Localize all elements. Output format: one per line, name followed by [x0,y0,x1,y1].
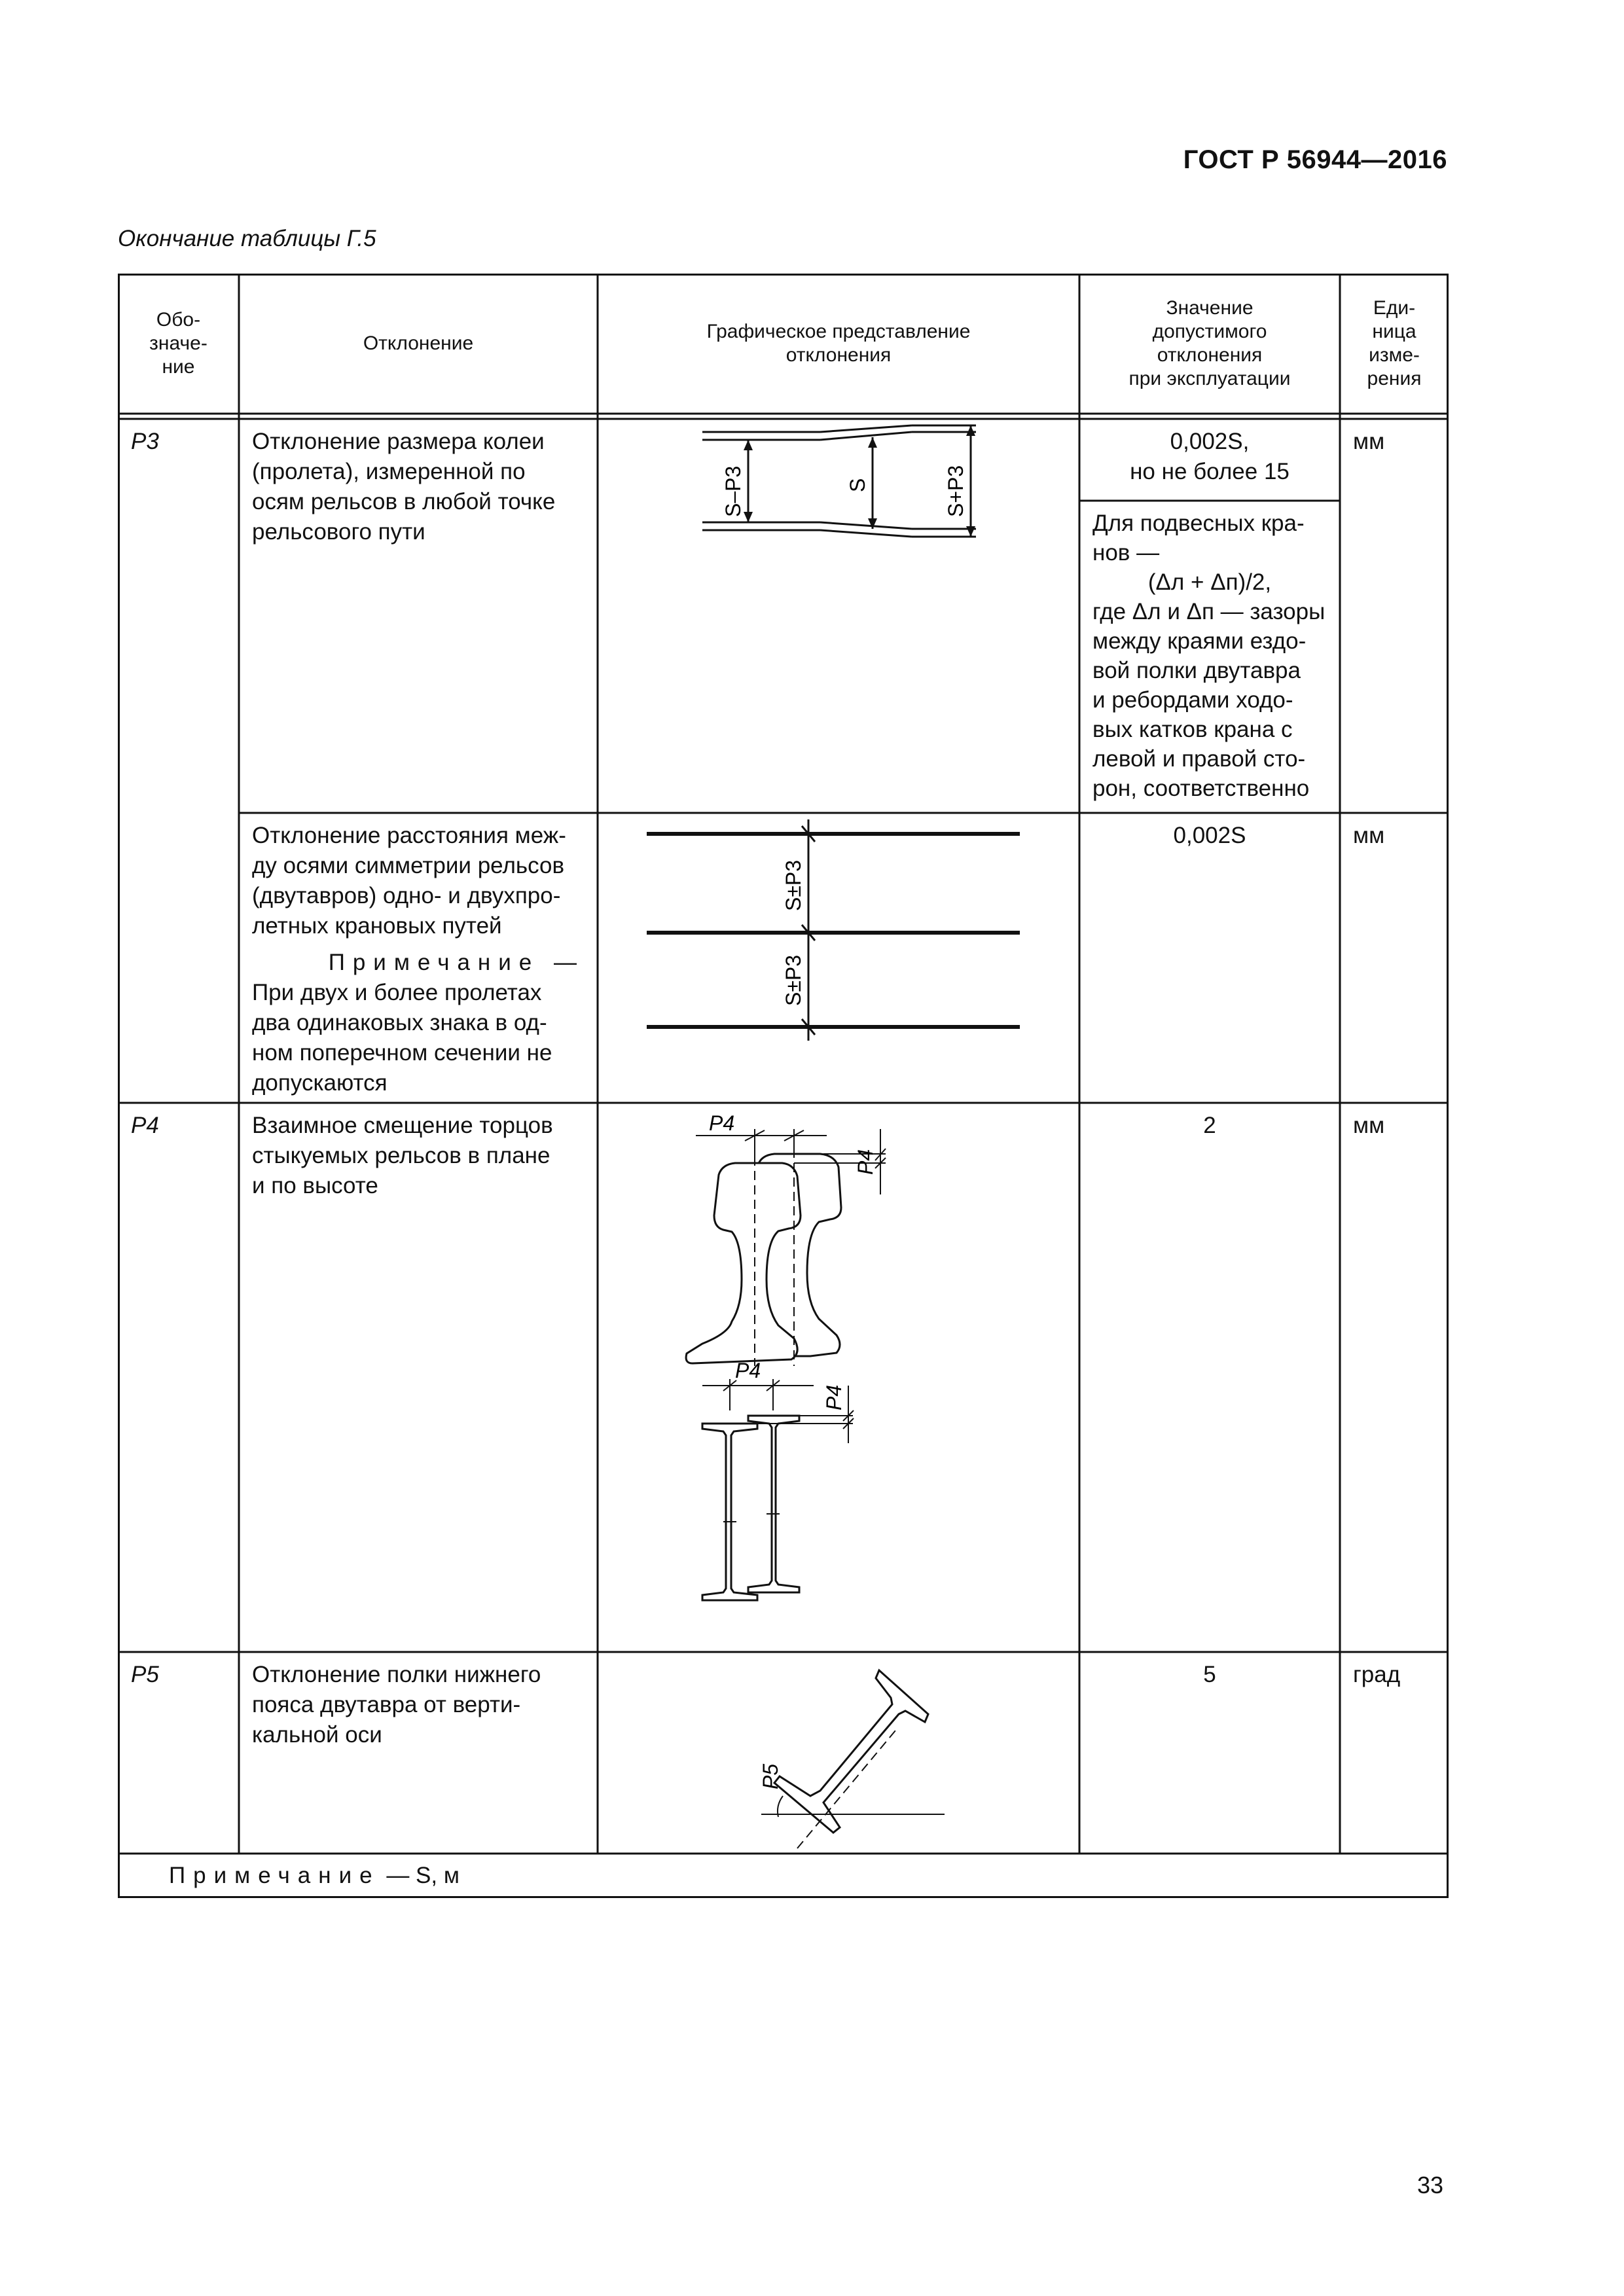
label-s-minus-p3: S–P3 [721,465,745,517]
header-graphic: Графическое представление отклонения [706,321,971,366]
row-p5-unit: град [1353,1662,1401,1687]
label-p4-side-top: P4 [854,1149,877,1175]
label-p5: P5 [759,1763,782,1789]
row-p3-code: P3 [131,429,159,454]
label-p4-beam-side: P4 [822,1384,846,1410]
row-p5-value: 5 [1203,1662,1216,1687]
rail-axis-spacing-diagram [598,813,1079,1103]
row-axis-distance-description: Отклонение расстояния меж- ду осями симметрии рельсов (двутавров) одно- и двухпро- летных крановых путей Примечание — При двух и более пролетах два одинаковых знака в од- ном поперечном сечении не допускаются [252,823,585,1096]
row-p3-unit: мм [1353,429,1385,454]
row-p5-code: P5 [131,1662,159,1687]
label-p4-beam: P4 [735,1359,761,1382]
row-axis-distance-unit: мм [1353,823,1385,848]
label-lower-s-pm-p3: S±P3 [782,954,805,1006]
deviation-table [118,274,1449,1898]
page-header: ГОСТ Р 56944—2016 [1183,145,1447,174]
label-s: S [846,478,869,492]
label-upper-s-pm-p3: S±P3 [782,859,805,911]
header-designation: Обо- значе- ние [149,309,208,378]
row-p4-value: 2 [1203,1113,1216,1138]
row-p4-description: Взаимное смещение торцов стыкуемых рельсов в плане и по высоте [252,1113,553,1198]
header-deviation: Отклонение [363,332,474,354]
rail-joint-offset-diagram [598,1103,1079,1652]
row-axis-distance-note-title: Примечание — [328,950,585,975]
row-p3-description: Отклонение размера колеи (пролета), измеренной по осям рельсов в любой точке рельсового пути [252,429,556,545]
header-value: Значение допустимого отклонения при эксплуатации [1128,297,1291,389]
track-gauge-diagram [598,419,1079,813]
row-p4-unit: мм [1353,1113,1385,1138]
label-p4-top: P4 [709,1111,735,1135]
label-s-plus-p3: S+P3 [944,465,967,517]
row-p3-value-note: Для подвесных кра- нов — (Δл + Δп)/2, где Δл и Δп — зазоры между краями ездо- вой полки двутавра и ребордами ходо- вых катков крана с левой и правой сто- рон, соответственно [1092,511,1326,801]
row-axis-distance-value: 0,002S [1173,823,1246,848]
table-footnote: Примечание — S, м [169,1863,460,1888]
page-number: 33 [1416,2172,1443,2198]
row-p5-description: Отклонение полки нижнего пояса двутавра от верти- кальной оси [252,1662,541,1748]
table-caption: Окончание таблицы Г.5 [118,226,376,251]
header-unit: Еди- ница изме- рения [1367,297,1422,389]
row-p4-code: P4 [131,1113,159,1138]
flange-tilt-diagram [598,1652,1079,1854]
row-p3-value: 0,002S, но не более 15 [1130,429,1290,484]
